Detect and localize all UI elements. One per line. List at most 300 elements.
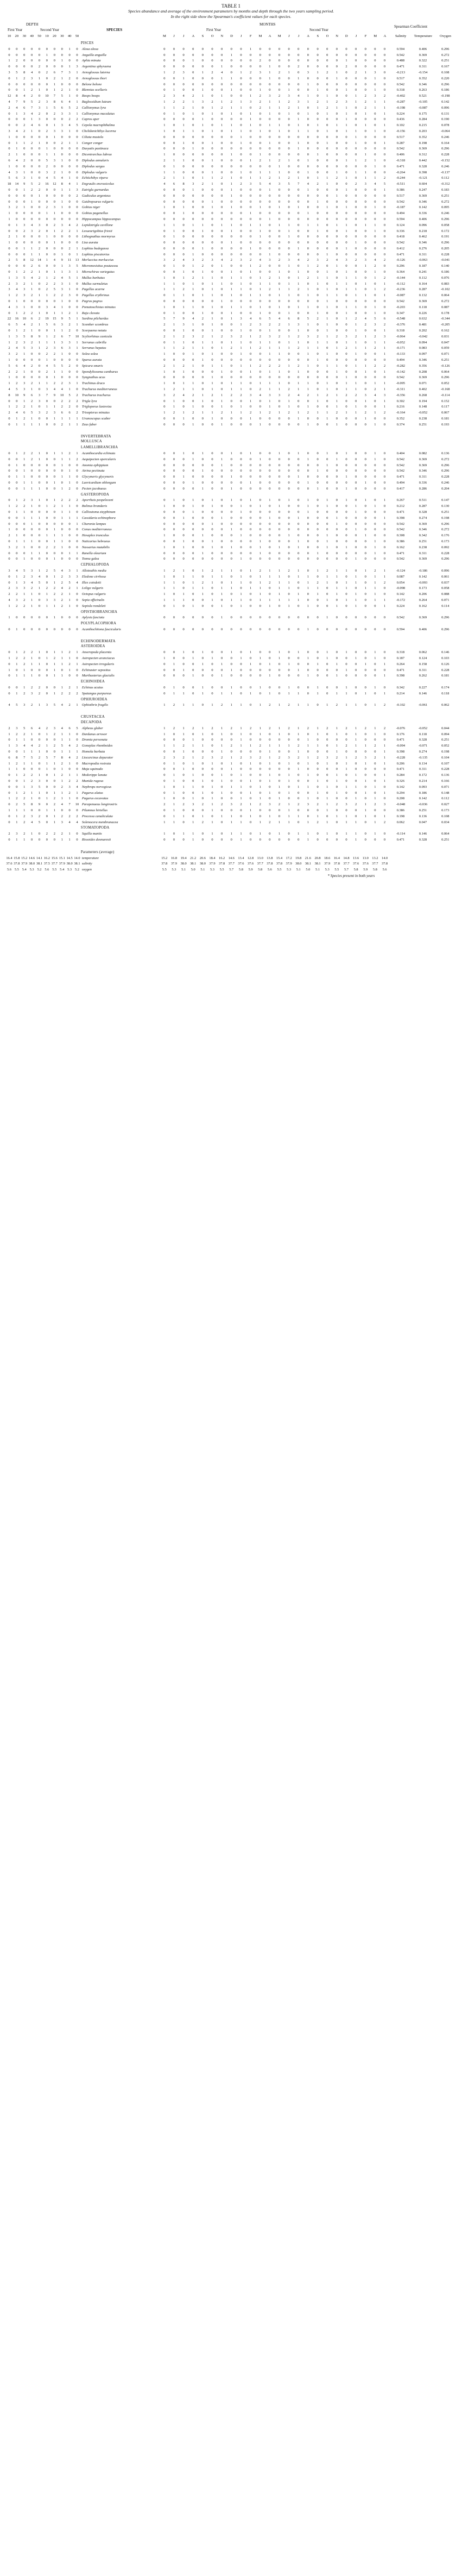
- month-value-24: 0: [383, 480, 386, 485]
- depth-first-4: 0: [31, 164, 33, 168]
- month-value-7: 0: [221, 498, 223, 503]
- month-value-14: 0: [288, 480, 290, 485]
- month-value-22: 0: [364, 738, 366, 742]
- month-value-2: 0: [173, 305, 175, 309]
- month-value-19: 0: [336, 141, 338, 145]
- month-value-11: 0: [259, 528, 261, 532]
- month-value-11: 1: [259, 785, 261, 789]
- depth-second-5: 0: [76, 158, 78, 162]
- depth-second-3: 4: [61, 703, 63, 707]
- table-row: [5, 181, 457, 187]
- spearman-value-1: -0.114: [396, 832, 406, 836]
- month-value-11: 1: [259, 235, 261, 239]
- month-value-20: 1: [345, 761, 347, 766]
- spearman-value-1: 0.471: [396, 252, 405, 256]
- month-value-23: 1: [374, 411, 376, 415]
- month-value-6: 1: [211, 352, 213, 356]
- month-value-4: 1: [192, 105, 194, 110]
- depth-col-first-10: 10: [7, 34, 11, 38]
- month-value-13: 37.8: [276, 862, 283, 866]
- month-value-7: 0: [221, 241, 223, 245]
- month-value-11: 3: [259, 323, 261, 327]
- depth-first-3: 0: [23, 199, 26, 204]
- month-value-4: 0: [192, 158, 194, 162]
- depth-second-4: 5.3: [67, 868, 72, 872]
- depth-second-1: 2: [46, 287, 48, 292]
- month-value-4: 1: [192, 773, 194, 778]
- depth-first-4: 1: [31, 662, 33, 666]
- month-value-6: 0: [211, 627, 213, 631]
- depth-second-3: 3: [61, 129, 63, 133]
- month-value-11: 1: [259, 129, 261, 133]
- species-name: Calliostoma zizyphinum: [81, 510, 116, 514]
- month-value-23: 1: [374, 732, 376, 736]
- depth-second-5: 0: [76, 528, 78, 532]
- month-value-8: 0: [230, 779, 232, 784]
- month-value-8: 3: [230, 334, 232, 339]
- month-value-5: 1: [201, 346, 204, 350]
- month-value-7: 0: [221, 275, 223, 280]
- depth-first-1: 0: [8, 469, 10, 473]
- month-value-19: 1: [336, 732, 338, 736]
- month-value-19: 0: [336, 211, 338, 216]
- month-value-16: 0: [307, 205, 309, 210]
- month-value-14: 0: [288, 141, 290, 145]
- month-value-6: 1: [211, 417, 213, 421]
- spearman-value-1: 0.302: [396, 399, 405, 403]
- table-row: [5, 522, 457, 528]
- month-value-22: 0: [364, 616, 366, 620]
- month-value-7: 16.2: [219, 856, 225, 860]
- month-value-13: 0: [278, 76, 281, 80]
- month-value-14: 0: [288, 76, 290, 80]
- month-value-20: 0: [345, 516, 347, 520]
- month-value-16: 0: [307, 686, 309, 690]
- depth-first-5: 0: [38, 363, 41, 368]
- month-value-4: 0: [192, 235, 194, 239]
- month-value-3: 0: [182, 616, 185, 620]
- depth-first-2: 0: [16, 486, 18, 491]
- depth-second-2: 5: [53, 703, 55, 707]
- spearman-value-1: 0.142: [396, 592, 405, 597]
- table-row: [5, 375, 457, 381]
- month-value-9: 0: [240, 111, 242, 116]
- depth-second-2: 0: [53, 522, 55, 526]
- month-value-18: 0: [326, 199, 328, 204]
- month-value-1: 2: [163, 334, 166, 339]
- depth-first-3: 2: [23, 574, 26, 579]
- month-value-24: 0: [383, 528, 386, 532]
- month-value-21: 1: [355, 820, 357, 824]
- species-name: Anguilla anguilla: [81, 53, 106, 57]
- month-value-6: 0: [211, 405, 213, 409]
- month-value-2: 0: [173, 153, 175, 157]
- month-col-20: D: [345, 34, 348, 38]
- depth-second-2: 15: [53, 317, 56, 321]
- depth-second-3: 1: [61, 170, 63, 174]
- month-value-2: 2: [173, 387, 175, 392]
- month-value-16: 0: [307, 147, 309, 151]
- month-value-8: 5.7: [229, 868, 234, 872]
- depth-second-4: 1: [68, 598, 71, 602]
- month-value-22: 0: [364, 627, 366, 631]
- depth-first-3: 0: [23, 522, 26, 526]
- depth-first-4: 2: [31, 293, 33, 298]
- month-value-1: 0: [163, 551, 166, 555]
- month-value-21: 1: [355, 703, 357, 707]
- month-value-8: 1: [230, 686, 232, 690]
- depth-second-3: 1: [61, 486, 63, 491]
- month-value-4: 1: [192, 504, 194, 509]
- month-col-17: S: [317, 34, 319, 38]
- depth-first-1: 1: [8, 528, 10, 532]
- depth-second-4: 0: [68, 375, 71, 380]
- month-value-7: 1: [221, 94, 223, 98]
- month-value-1: 1: [163, 352, 166, 356]
- month-value-10: 1: [249, 803, 252, 807]
- month-value-15: 0: [298, 170, 300, 174]
- month-value-6: 0: [211, 94, 213, 98]
- depth-second-4: 1: [68, 129, 71, 133]
- month-value-8: 2: [230, 726, 232, 730]
- month-value-17: 2: [317, 99, 319, 104]
- month-value-14: 0: [288, 147, 290, 151]
- depth-first-2: 0: [16, 252, 18, 256]
- month-value-13: 1: [278, 451, 281, 455]
- depth-first-5: 1: [38, 76, 41, 80]
- species-name: Buglossidium luteum: [81, 99, 111, 104]
- month-value-17: 0: [317, 785, 319, 789]
- month-value-20: 0: [345, 457, 347, 461]
- month-value-17: 2: [317, 820, 319, 824]
- month-value-23: 0: [374, 59, 376, 63]
- month-value-22: 0: [364, 164, 366, 168]
- month-value-23: 1: [374, 726, 376, 730]
- month-value-13: 0: [278, 668, 281, 672]
- depth-first-1: 1: [8, 767, 10, 772]
- month-value-8: 37.7: [228, 862, 235, 866]
- month-value-17: 0: [317, 287, 319, 292]
- month-value-21: 0: [355, 223, 357, 227]
- month-value-21: 1: [355, 405, 357, 409]
- depth-second-5: 0: [76, 767, 78, 772]
- month-value-8: 0: [230, 551, 232, 555]
- depth-second-3: 0: [61, 616, 63, 620]
- month-value-10: 3: [249, 99, 252, 104]
- month-value-5: 0: [201, 287, 204, 292]
- depth-second-5: 0: [76, 504, 78, 509]
- month-value-3: 0: [182, 217, 185, 221]
- month-value-14: 1: [288, 346, 290, 350]
- month-value-22: 1: [364, 662, 366, 666]
- month-value-11: 0: [259, 147, 261, 151]
- month-value-23: 0: [374, 604, 376, 608]
- month-value-6: 0: [211, 744, 213, 748]
- depth-second-2: 2: [53, 656, 55, 661]
- month-value-23: 0: [374, 767, 376, 772]
- month-value-3: 0: [182, 820, 185, 824]
- depth-first-2: 4: [16, 346, 18, 350]
- depth-second-5: 0: [76, 305, 78, 309]
- month-value-4: 0: [192, 88, 194, 92]
- month-value-19: 0: [336, 580, 338, 585]
- depth-first-1: 0: [8, 82, 10, 86]
- month-value-16: 0: [307, 358, 309, 362]
- month-value-13: 0: [278, 750, 281, 754]
- spearman-value-1: -0.064: [396, 334, 406, 339]
- month-value-10: 0: [249, 252, 252, 256]
- table-row: [5, 743, 457, 749]
- depth-second-1: 1: [46, 235, 48, 239]
- depth-second-3: 2: [61, 88, 63, 92]
- depth-first-4: 0: [31, 557, 33, 561]
- month-value-2: 0: [173, 732, 175, 736]
- month-value-3: 5.1: [181, 868, 186, 872]
- depth-second-4: 2: [68, 117, 71, 122]
- depth-second-3: 1: [61, 417, 63, 421]
- month-value-6: 0: [211, 662, 213, 666]
- depth-first-5: 1: [38, 750, 41, 754]
- spearman-value-1: 0.542: [396, 457, 405, 461]
- depth-second-1: 1: [46, 534, 48, 538]
- month-value-15: 1: [298, 691, 300, 695]
- table-row: [5, 305, 457, 311]
- spearman-value-1: 0.318: [396, 650, 405, 655]
- depth-first-1: 0: [8, 551, 10, 555]
- month-value-20: 3: [345, 803, 347, 807]
- depth-first-4: 0: [31, 510, 33, 514]
- month-value-12: 1: [269, 352, 271, 356]
- month-value-23: 13.2: [372, 856, 378, 860]
- table-number: TABLE 1: [221, 3, 241, 9]
- month-value-14: 6: [288, 317, 290, 321]
- spearman-value-2: -0.063: [418, 258, 428, 262]
- depth-first-2: 10: [15, 393, 19, 397]
- month-value-11: 1: [259, 703, 261, 707]
- month-value-5: 0: [201, 47, 204, 51]
- month-value-17: 1: [317, 486, 319, 491]
- depth-first-3: 1: [23, 352, 26, 356]
- month-value-18: 1: [326, 545, 328, 549]
- depth-first-2: 2: [16, 797, 18, 801]
- month-value-12: 0: [269, 305, 271, 309]
- depth-label: DEPTH: [26, 22, 39, 27]
- month-value-9: 0: [240, 545, 242, 549]
- month-value-22: 0: [364, 311, 366, 315]
- month-value-14: 0: [288, 352, 290, 356]
- spearman-value-3: 0.027: [441, 803, 450, 807]
- month-value-3: 0: [182, 117, 185, 122]
- month-value-2: 0: [173, 504, 175, 509]
- depth-second-2: 2: [53, 797, 55, 801]
- group-spacer: [5, 41, 81, 47]
- depth-first-4: 0: [31, 299, 33, 304]
- depth-first-2: 2: [16, 656, 18, 661]
- depth-col-first-30: 30: [22, 34, 27, 38]
- month-value-7: 1: [221, 369, 223, 374]
- month-value-9: 0: [240, 217, 242, 221]
- spearman-value-3: 0.204: [441, 486, 450, 491]
- depth-first-3: 9: [23, 393, 26, 397]
- month-value-8: 0: [230, 252, 232, 256]
- spearman-value-2: 0.251: [419, 808, 427, 812]
- month-value-14: 1: [288, 662, 290, 666]
- spearman-value-1: 0.176: [396, 732, 405, 736]
- spearman-value-3: 0.186: [441, 88, 450, 92]
- depth-second-5: 1: [76, 340, 78, 344]
- month-value-1: 1: [163, 656, 166, 661]
- depth-second-2: 0: [53, 358, 55, 362]
- month-value-20: 0: [345, 662, 347, 666]
- month-value-7: 1: [221, 750, 223, 754]
- spearman-value-3: 0.071: [441, 785, 450, 789]
- month-value-9: 1: [240, 703, 242, 707]
- depth-first-2: 5: [16, 387, 18, 392]
- depth-second-5: 0: [76, 293, 78, 298]
- depth-first-5: 1: [38, 422, 41, 427]
- spearman-value-1: 0.517: [396, 76, 405, 80]
- table-row: [5, 264, 457, 269]
- month-value-8: 1: [230, 193, 232, 198]
- month-value-22: 0: [364, 604, 366, 608]
- depth-second-1: 0: [46, 117, 48, 122]
- depth-first-4: 1: [31, 129, 33, 133]
- month-value-9: 1: [240, 281, 242, 286]
- month-value-10: 0: [249, 153, 252, 157]
- month-value-22: 1: [364, 70, 366, 74]
- month-value-22: 1: [364, 417, 366, 421]
- depth-second-4: 2: [68, 662, 71, 666]
- month-value-23: 3: [374, 323, 376, 327]
- spearman-value-2: -0.121: [418, 176, 428, 180]
- depth-second-5: 1: [76, 317, 78, 321]
- month-value-20: 2: [345, 346, 347, 350]
- species-name: Engraulis encrasicolus: [81, 182, 115, 186]
- month-value-5: 0: [201, 53, 204, 57]
- month-value-20: 1: [345, 129, 347, 133]
- depth-second-1: 4: [46, 363, 48, 368]
- month-value-13: 0: [278, 135, 281, 139]
- month-value-6: 0: [211, 486, 213, 491]
- depth-first-4: 1: [31, 791, 33, 795]
- month-value-23: 2: [374, 755, 376, 760]
- month-value-24: 0: [383, 217, 386, 221]
- depth-first-2: 0: [16, 117, 18, 122]
- month-value-3: 0: [182, 463, 185, 467]
- month-value-17: 0: [317, 598, 319, 602]
- depth-second-2: 0: [53, 627, 55, 631]
- depth-first-1: 0: [8, 451, 10, 455]
- depth-first-2: 1: [16, 627, 18, 631]
- month-value-23: 1: [374, 76, 376, 80]
- month-value-21: 1: [355, 340, 357, 344]
- depth-first-5: 1: [38, 568, 41, 573]
- month-value-8: 0: [230, 516, 232, 520]
- month-value-11: 0: [259, 604, 261, 608]
- month-value-13: 4: [278, 317, 281, 321]
- month-value-22: 0: [364, 270, 366, 274]
- month-value-3: 1: [182, 451, 185, 455]
- spearman-value-3: 0.095: [441, 205, 450, 210]
- depth-second-4: 1: [68, 832, 71, 836]
- depth-first-4: 2: [31, 773, 33, 778]
- depth-first-5: 2: [38, 755, 41, 760]
- month-value-6: 0: [211, 773, 213, 778]
- spearman-value-2: 0.162: [419, 604, 427, 608]
- species-name: Trachinus draco: [81, 381, 105, 386]
- month-value-10: 0: [249, 797, 252, 801]
- month-value-24: 2: [383, 820, 386, 824]
- month-value-19: 2: [336, 99, 338, 104]
- month-value-24: 3: [383, 393, 386, 397]
- month-value-3: 0: [182, 808, 185, 812]
- month-value-18: 0: [326, 88, 328, 92]
- month-value-17: 1: [317, 393, 319, 397]
- depth-first-2: 3: [16, 334, 18, 339]
- month-value-11: 0: [259, 417, 261, 421]
- spearman-value-1: -0.236: [396, 287, 406, 292]
- month-value-22: 0: [364, 47, 366, 51]
- depth-second-2: 6: [53, 323, 55, 327]
- month-value-15: 1: [298, 123, 300, 128]
- spearman-value-2: 0.124: [419, 656, 427, 661]
- group-header: [5, 825, 457, 831]
- depth-first-3: 8: [23, 258, 26, 262]
- month-value-18: 0: [326, 662, 328, 666]
- depth-first-5: 0: [38, 832, 41, 836]
- species-name: Spatangus purpureus: [81, 691, 112, 695]
- depth-first-4: 4: [31, 70, 33, 74]
- month-value-11: 0: [259, 498, 261, 503]
- month-value-2: 1: [173, 164, 175, 168]
- month-value-8: 1: [230, 411, 232, 415]
- month-value-15: 0: [298, 580, 300, 585]
- month-value-20: 1: [345, 498, 347, 503]
- month-value-11: 0: [259, 117, 261, 122]
- month-value-19: 1: [336, 779, 338, 784]
- month-value-18: 0: [326, 229, 328, 233]
- month-value-10: 0: [249, 170, 252, 174]
- depth-first-5: 0: [38, 510, 41, 514]
- month-value-21: 1: [355, 504, 357, 509]
- footnote-row: [5, 873, 457, 879]
- spearman-label: Spearman Coefficient: [394, 24, 428, 29]
- month-value-9: 0: [240, 668, 242, 672]
- month-value-14: 37.9: [286, 862, 292, 866]
- month-value-10: 1: [249, 176, 252, 180]
- depth-second-3: 0: [61, 480, 63, 485]
- depth-second-4: 1: [68, 47, 71, 51]
- month-value-22: 2: [364, 411, 366, 415]
- spearman-value-2: 0.227: [419, 686, 427, 690]
- depth-second-3: 1: [61, 329, 63, 333]
- month-value-18: 1: [326, 703, 328, 707]
- month-value-18: 0: [326, 65, 328, 69]
- depth-second-3: 1: [61, 264, 63, 268]
- month-value-16: 5: [307, 317, 309, 321]
- depth-first-5: 0: [38, 738, 41, 742]
- depth-first-4: 4: [31, 580, 33, 585]
- month-value-18: 0: [326, 516, 328, 520]
- spearman-value-3: 0.251: [441, 837, 450, 842]
- depth-first-year-label: First Year: [8, 28, 23, 32]
- depth-first-4: 0: [31, 153, 33, 157]
- depth-second-3: 2: [61, 399, 63, 403]
- depth-second-2: 0: [53, 187, 55, 192]
- depth-second-4: 0: [68, 534, 71, 538]
- month-value-5: 0: [201, 164, 204, 168]
- month-value-7: 0: [221, 417, 223, 421]
